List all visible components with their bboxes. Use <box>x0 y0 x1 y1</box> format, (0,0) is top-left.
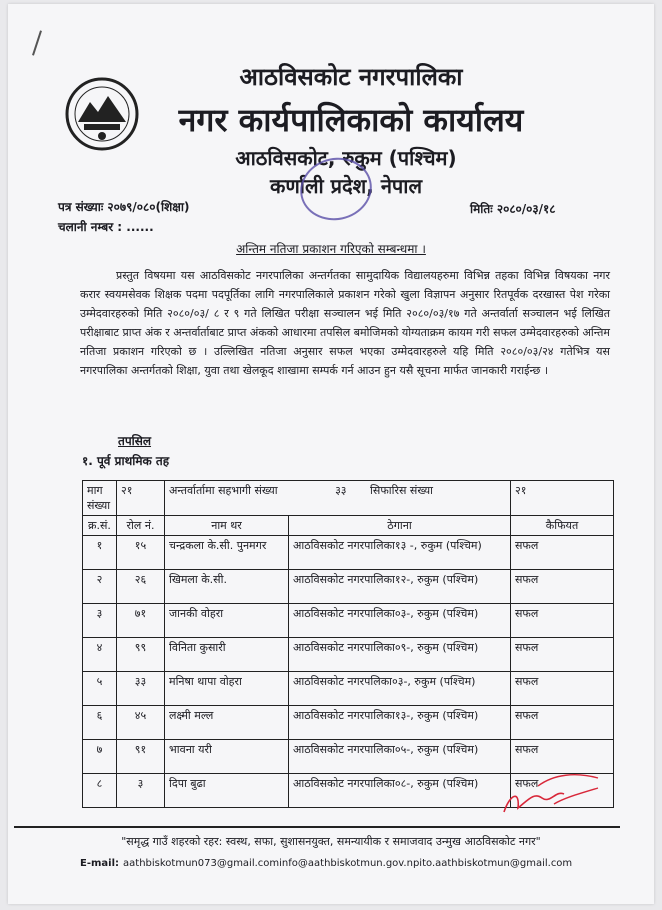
serial-cell: ७ <box>83 740 117 774</box>
roll-cell: ९१ <box>117 740 165 774</box>
chalani-number: चलानी नम्बर : ...... <box>58 220 154 234</box>
serial-cell: ५ <box>83 672 117 706</box>
section-title: १. पूर्व प्राथमिक तह <box>82 454 170 468</box>
sifaris-value: २१ <box>511 481 614 516</box>
name-cell: दिपा बुढा <box>165 774 289 808</box>
name-cell: भावना यरी <box>165 740 289 774</box>
antarvarta-value: ३३ <box>335 484 347 497</box>
remark-cell: सफल <box>511 740 614 774</box>
address-cell: आठविसकोट नगरपालिका०८-, रुकुम (पश्चिम) <box>289 774 511 808</box>
remark-cell: सफल <box>511 570 614 604</box>
roll-cell: ३ <box>117 774 165 808</box>
serial-cell: ३ <box>83 604 117 638</box>
address-cell: आठविसकोट नगरपालिका१२-, रुकुम (पश्चिम) <box>289 570 511 604</box>
name-cell: लक्ष्मी मल्ल <box>165 706 289 740</box>
name-cell: मनिषा थापा वोहरा <box>165 672 289 706</box>
name-cell: चन्द्रकला के.सी. पुनमगर <box>165 536 289 570</box>
handwritten-signature <box>498 764 608 824</box>
table-row <box>83 570 614 604</box>
serial-cell: ४ <box>83 638 117 672</box>
address-cell: आठविसकोट नगरपलिका०३-, रुकुम (पश्चिम) <box>289 672 511 706</box>
office-address: आठविसकोट, रुकुम (पश्चिम) <box>235 146 457 170</box>
roll-cell: ७१ <box>117 604 165 638</box>
remark-cell: सफल <box>511 706 614 740</box>
roll-cell: १५ <box>117 536 165 570</box>
remark-cell: सफल <box>511 604 614 638</box>
patra-sankhya: पत्र संख्याः २०७९/०८०(शिक्षा) <box>58 200 190 214</box>
sifaris-label: सिफारिस संख्या <box>370 484 434 497</box>
mag-label: माग संख्या <box>83 481 117 516</box>
remark-cell: सफल <box>511 672 614 706</box>
name-cell: खिमला के.सी. <box>165 570 289 604</box>
email-value: aathbiskotmun073@gmail.cominfo@aathbiskotmun.gov.npito.aathbiskotmun@gmail.com <box>123 858 573 869</box>
header-row <box>83 516 614 536</box>
antarvarta-cell <box>165 481 511 516</box>
name-cell: विनिता कुसारी <box>165 638 289 672</box>
address-cell: आठविसकोट नगरपालिका०३-, रुकुम (पश्चिम) <box>289 604 511 638</box>
col-header: कैफियत <box>511 516 614 536</box>
address-cell: आठविसकोट नगरपालिका०५-, रुकुम (पश्चिम) <box>289 740 511 774</box>
serial-cell: २ <box>83 570 117 604</box>
col-header: ठेगाना <box>289 516 511 536</box>
province-name: कर्णाली प्रदेश, नेपाल <box>269 174 423 198</box>
office-name: नगर कार्यपालिकाको कार्यालय <box>178 101 524 139</box>
col-header: नाम थर <box>165 516 289 536</box>
results-table <box>82 480 614 808</box>
roll-cell: ९९ <box>117 638 165 672</box>
tapasil-heading: तपसिल <box>118 434 152 448</box>
serial-cell: ६ <box>83 706 117 740</box>
table-row <box>83 672 614 706</box>
address-cell: आठविसकोट नगरपालिका०९-, रुकुम (पश्चिम) <box>289 638 511 672</box>
col-header: क्र.सं. <box>83 516 117 536</box>
municipality-name: आठविसकोट नगरपालिका <box>239 63 463 91</box>
footer-divider <box>14 826 620 828</box>
serial-cell: ८ <box>83 774 117 808</box>
antarvarta-label: अन्तर्वार्तामा सहभागी संख्या <box>169 484 278 497</box>
roll-cell: ४५ <box>117 706 165 740</box>
footer-slogan: "समृद्ध गाउँ शहरको रहर: स्वस्थ, सफा, सुशासनयुक्त, समन्यायीक र समाजवाद उन्मुख आठविसकोट नगर" <box>121 835 541 848</box>
table-row <box>83 604 614 638</box>
subject-line <box>0 240 662 257</box>
email-label: E-mail: <box>80 858 120 869</box>
table-row <box>83 638 614 672</box>
roll-cell: ३३ <box>117 672 165 706</box>
footer-email <box>80 858 572 869</box>
col-header: रोल नं. <box>117 516 165 536</box>
roll-cell: २६ <box>117 570 165 604</box>
mag-value: २१ <box>117 481 165 516</box>
name-cell: जानकी वोहरा <box>165 604 289 638</box>
table-row <box>83 706 614 740</box>
address-cell: आठविसकोट नगरपालिका१३-, रुकुम (पश्चिम) <box>289 706 511 740</box>
serial-cell: १ <box>83 536 117 570</box>
body-paragraph: प्रस्तुत विषयमा यस आठविसकोट नगरपालिका अन्तर्गतका सामुदायिक विद्यालयहरुमा विभिन्न तहका विभिन्न विषयका नगर करार स्वयमसेवक शिक्षक पदमा पदपूर्तिका लागि नगरपालिकाले प्रकाशन गरेको खुला विज्ञापन अनुसार रितपूर्वक दरखास्त पेश गरेका उम्मेदवारहरुको मिति २०८०/०३/ ८ र ९ गते लिखित परीक्षा सञ्चालन भई मिति २०८०/०३/१७ गते अन्तर्वार्ता सञ्चालन भई लिखित परीक्षाबाट प्राप्त अंक र अन्तर्वार्ताबाट प्राप्त अंकको आधारमा तपसिल बमोजिमको योग्यताक्रम कायम गरी सफल उम्मेदवारहरुको अन्तिम नतिजा प्रकाशन गरिएको छ । उल्लिखित नतिजा अनुसार सफल भएका उम्मेदवारहरुले यहि मिति २०८०/०३/२४ गतेभित्र यस नगरपालिका अन्तर्गतको शिक्षा, युवा तथा खेलकूद शाखामा सम्पर्क गर्न आउन हुन यसै सूचना मार्फत जानकारी गराईन्छ । <box>80 269 610 377</box>
table-row <box>83 536 614 570</box>
remark-cell: सफल <box>511 536 614 570</box>
summary-row <box>83 481 614 516</box>
remark-cell: सफल <box>511 638 614 672</box>
letter-date: मितिः २०८०/०३/१८ <box>470 202 556 216</box>
address-cell: आठविसकोट नगरपालिका१३ -, रुकुम (पश्चिम) <box>289 536 511 570</box>
subject-text: अन्तिम नतिजा प्रकाशन गरिएको सम्बन्धमा । <box>236 242 426 256</box>
remark-cell: सफल <box>511 774 614 808</box>
